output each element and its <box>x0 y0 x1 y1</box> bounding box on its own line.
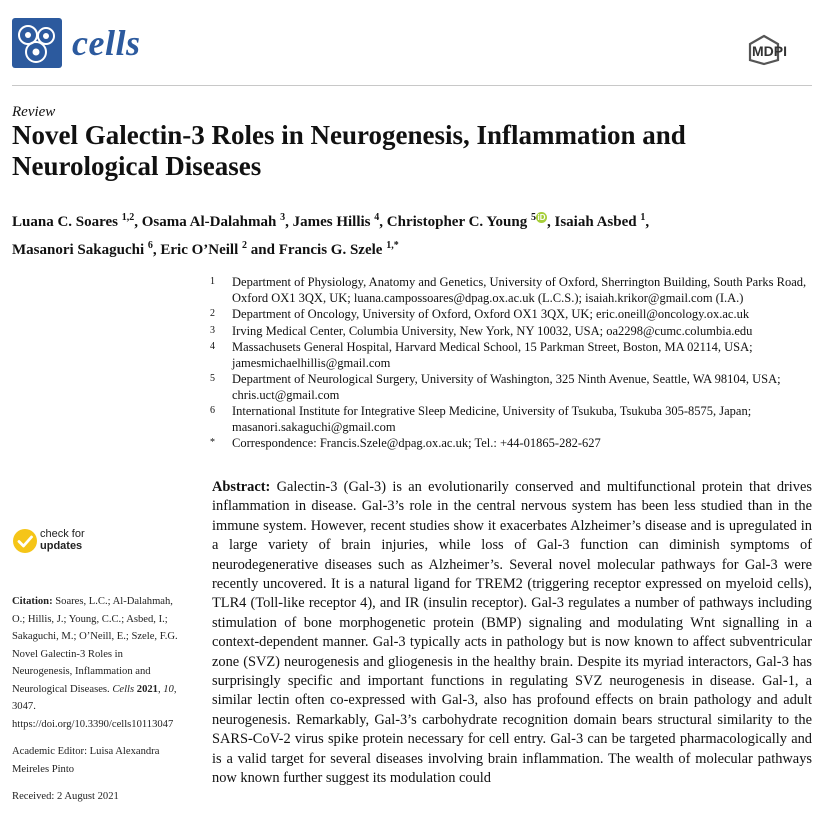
academic-editor-name: Luisa Alexandra Meireles Pinto <box>12 746 160 775</box>
academic-editor-label: Academic Editor: <box>12 746 88 757</box>
abstract-label: Abstract: <box>212 479 271 495</box>
author-affil-sup: 3 <box>280 212 286 223</box>
citation-text: Soares, L.C.; Al-Dalahmah, O.; Hillis, J.; Young, C.C.; Asbed, I.; Sakaguchi, M.; O’Neill, E.; Szele, F.G. Novel Galectin-3 Roles in Neurogenesis, Inflammation and Neurological Diseases. <box>12 596 178 695</box>
citation-year: 2021 <box>136 683 158 695</box>
affiliation-number: 3 <box>210 324 215 336</box>
citation-label: Citation: <box>12 596 53 607</box>
affiliation-number: * <box>210 437 215 448</box>
affiliation-number: 1 <box>210 276 215 287</box>
affiliation-text: Department of Oncology, University of Oxford, Oxford OX1 3QX, UK; eric.oneill@oncology.ox.ac.uk <box>232 307 750 321</box>
author-affil-sup: 6 <box>147 240 153 251</box>
affiliation-item <box>210 275 812 306</box>
citation-journal: Cells <box>112 683 135 695</box>
abstract-text: Galectin-3 (Gal-3) is an evolutionarily conserved and multifunctional protein that drives inflammation in disease. Gal-3’s role in the central nervous system has been less studied than in the immune system. However, recent studies show it exacerbates Alzheimer’s disease and is upregulated in a large variety of brain injuries, while loss of Gal-3 function can diminish symptoms of neurodegenerative diseases such as Alzheimer’s. Several novel molecular pathways for Gal-3 were recently uncovered. It is a natural ligand for TREM2 (triggering receptor expressed on myeloid cells), TLR4 (Toll-like receptor 4), and IR (insulin receptor). Gal-3 regulates a number of pathways including stimulation of bone morphogenetic protein (BMP) signaling and modulating Wnt signalling in a context-dependent manner. Gal-3 typically acts in pathology but is now known to affect subventricular zone (SVZ) neurogenesis and gliogenesis in the healthy brain. Despite its myriad interactors, Gal-3 has surprisingly specific and important functions in regulating SVZ neurogenesis in disease. Gal-1, a similar lectin often co-expressed with Gal-3, also has profound effects on brain pathology and adult neurogenesis. Remarkably, Gal-3’s carbohydrate recognition domain bears structural similarity to the SARS-CoV-2 virus spike protein necessary for cell entry. Gal-3 can be targeted pharmacologically and is a valid target for several diseases involving brain inflammation. The wealth of molecular pathways now known further suggest its modulation could <box>212 479 812 787</box>
affiliation-text: Department of Physiology, Anatomy and Genetics, University of Oxford, Sherrington Building, South Parks Road, Oxford OX1 3QX, UK; luana.campossoares@dpag.ox.ac.uk (L.C.S.); isaiah.krikor@gmail.com (I.A.) <box>232 275 807 305</box>
affiliation-item <box>210 324 812 340</box>
citation-volume: 10 <box>163 683 174 695</box>
affiliations-list <box>210 275 812 453</box>
author-affil-sup: 1,* <box>386 240 399 251</box>
author-name: Masanori Sakaguchi <box>12 242 145 258</box>
abstract <box>212 478 812 789</box>
academic-editor-block <box>12 743 184 778</box>
affiliation-number: 5 <box>210 373 215 384</box>
check-for-updates-label[interactable] <box>40 528 85 552</box>
affiliation-number: 6 <box>210 405 215 416</box>
check-for-updates-icon[interactable] <box>12 528 38 554</box>
author-name: Isaiah Asbed <box>554 214 637 230</box>
author-name: Francis G. Szele <box>278 242 383 258</box>
author-list: Luana C. Soares $^{1,2}$, Osama Al-Dalahmah $^3$, James Hillis $^4$, Christopher C. Young $^5$ iD , Isaiah Asbed $^1$, Masanori Sakaguchi $^6$, Eric O’Neill $^2$ and Francis G. Szele $^{1,*}$ <box>12 212 650 258</box>
check-for-updates-line2: updates <box>40 540 83 552</box>
article-title: Novel Galectin-3 Roles in Neurogenesis, Inflammation and Neurological Diseases <box>12 120 686 181</box>
affiliation-text: Irving Medical Center, Columbia University, New York, NY 10032, USA; oa2298@cumc.columbia.edu <box>232 323 753 338</box>
author-name: Luana C. Soares <box>12 214 118 230</box>
author-name: Osama Al-Dalahmah <box>141 214 277 230</box>
journal-name: cells <box>72 23 141 63</box>
affiliation-item <box>210 340 812 371</box>
check-for-updates-line1: check for <box>40 528 85 540</box>
received-label: Received: <box>12 791 55 802</box>
mdpi-logo <box>744 34 812 66</box>
affiliation-number: 4 <box>210 341 215 352</box>
author-name: Eric O’Neill <box>160 242 239 258</box>
sidebar-info <box>12 593 184 816</box>
citation-doi[interactable]: 3047. https://doi.org/10.3390/cells10113047 <box>12 701 174 730</box>
citation-block: Citation: Soares, L.C.; Al-Dalahmah, O.; Hillis, J.; Young, C.C.; Asbed, I.; Sakaguchi, M.; O’Neill, E.; Szele, F.G. Novel Galectin-3 Roles in Neurogenesis, Inflammation and Neurological Diseases. Cells 2021, 10, 3047. https://doi.org/10.3390/cells10113047 <box>12 596 178 730</box>
affiliation-number: 2 <box>210 308 215 319</box>
affiliation-item <box>210 404 812 435</box>
header-divider <box>12 85 812 86</box>
article-type: Review <box>12 104 56 120</box>
author-affil-sup: 4 <box>374 212 380 223</box>
received-date: 2 August 2021 <box>57 791 119 802</box>
correspondence-item <box>210 436 812 452</box>
correspondence-text: Correspondence: Francis.Szele@dpag.ox.ac.uk; Tel.: +44-01865-282-627 <box>232 436 601 450</box>
affiliation-text: Massachusets General Hospital, Harvard Medical School, 15 Parkman Street, Boston, MA 02114, USA; jamesmichaelhillis@gmail.com <box>232 340 753 370</box>
affiliation-item <box>210 372 812 403</box>
author-affil-sup: 1 <box>640 212 646 223</box>
affiliation-text: International Institute for Integrative Sleep Medicine, University of Tsukuba, Tsukuba 305-8575, Japan; masanori.sakaguchi@gmail.com <box>232 404 752 434</box>
author-affil-sup: 2 <box>242 240 248 251</box>
author-affil-sup: 5 <box>530 212 536 223</box>
publisher-name: MDPI <box>752 43 787 59</box>
author-affil-sup: 1,2 <box>121 212 135 223</box>
cells-journal-logo <box>12 18 62 68</box>
author-name: Christopher C. Young <box>386 214 528 230</box>
orcid-icon[interactable]: iD <box>537 213 546 222</box>
affiliation-item <box>210 307 812 323</box>
author-conjunction: and <box>250 242 275 258</box>
author-name: James Hillis <box>292 214 371 230</box>
affiliation-text: Department of Neurological Surgery, University of Washington, 325 Ninth Avenue, Seattle, WA 98104, USA; chris.uct@gmail.com <box>232 372 781 402</box>
